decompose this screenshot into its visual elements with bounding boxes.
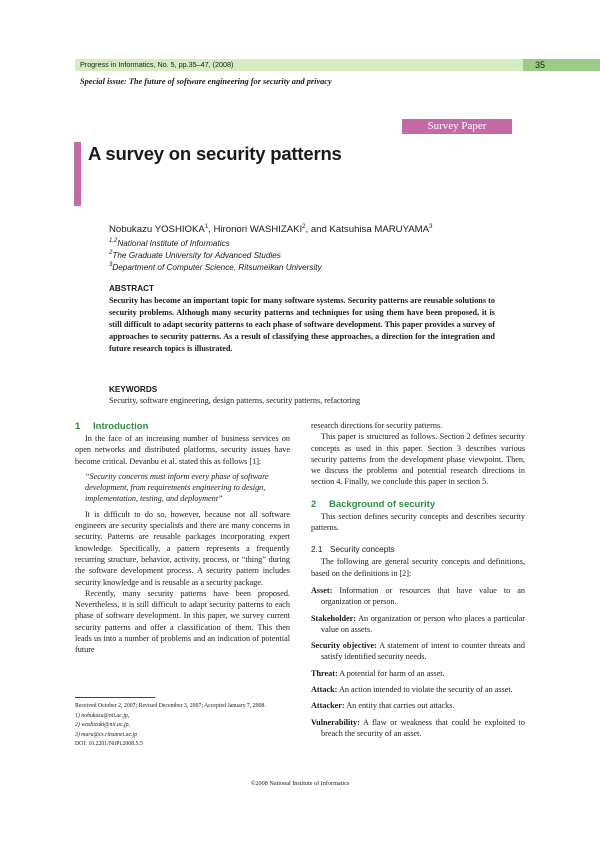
definition-term: Vulnerability: [311,717,360,727]
author-affil-mark: 3 [429,224,433,230]
keywords-heading: KEYWORDS [109,385,158,394]
affiliation-mark: 2 [109,250,113,256]
section-number: 1 [75,421,81,432]
doi: DOI: 10.2201/NiiPi.2008.5.5 [75,741,143,747]
definition-term: Attack: [311,685,338,695]
definition-item [311,613,525,636]
subsection-title: Security concepts [330,545,395,555]
abstract-body: Security has become an important topic for many software systems. Security patterns are reusable solutions to security problems. Although many security patterns and techniques for using them have been proposed, it is still difficult to adapt security patterns to each phase of software development. This paper provides a survey of approaches to security patterns. As a result of classifying these approaches, a direction for the integration and future research topics is illustrated. [109,296,495,353]
subsection-number: 2.1 [311,545,323,555]
keywords-body: Security, software engineering, design patterns, security patterns, refactoring [109,396,361,405]
paragraph: It is difficult to do so, however, because not all software engineers are security specialists and there are many concerns in security. Patterns are reusable packages incorporating expert knowledge. Specifically, a pattern represents a frequently recurring structure, behavior, activity, process, or “thing” during the software development process. A security pattern includes security knowledge and is reusable as a security package. [75,509,290,587]
definition-item [311,700,525,711]
definition-text: An organization or person who places a particular value on assets. [321,613,525,634]
definition-item [311,585,525,608]
affiliation-text: The Graduate University for Advanced Studies [112,251,281,260]
affiliation-text: National Institute of Informatics [117,239,230,248]
block-quote: “Security concerns must inform every phase of software development, from requirements engineering to design, implementation, testing, and deployment” [85,471,269,504]
definition-text: A flaw or weakness that could be exploited to breach the security of an asset. [321,717,525,738]
definition-term: Threat: [311,668,338,678]
affiliation-mark: 1,2 [109,238,118,244]
definition-text: An entity that carries out attacks. [346,701,455,711]
author-email: 2) washizaki@nii.ac.jp, [75,722,130,728]
author-list [109,224,432,235]
paragraph: Recently, many security patterns have been proposed. Nevertheless, it is still difficult to adapt security patterns to each phase of software development. In this paper, we survey current security patterns and offer a classification of them. This then leads us into a number of problems and an indication of potential future [75,588,290,655]
title-accent-bar [74,142,81,206]
author-separator: , and [305,224,330,235]
definition-term: Security objective: [311,641,377,651]
paragraph: research directions for security patterns. [311,421,443,430]
definition-text: Information or resources that have value to an organization or person. [321,585,525,607]
definition-text: An action intended to violate the security of an asset. [338,685,513,695]
right-column [311,420,525,739]
section-heading-background [311,498,525,511]
affiliation [109,262,322,272]
definition-item [311,640,525,663]
definition-term: Attacker: [311,701,345,711]
journal-citation: Progress in Informatics, No. 5, pp.35–47, (2008) [80,60,234,69]
left-column [75,420,290,656]
affiliation [109,238,230,248]
author-name: Katsuhisa MARUYAMA [329,224,430,235]
affiliation [109,250,281,260]
section-number: 2 [311,498,317,510]
footnotes [75,702,290,750]
author-affil-mark: 1 [204,224,209,230]
author-email: 1) nobukazu@nii.ac.jp, [75,712,130,719]
received-dates: Received October 2, 2007; Revised December 3, 2007; Accepted January 7, 2008. [75,703,266,709]
paper-title: A survey on security patterns [88,143,342,164]
paragraph: This section defines security concepts and describes security patterns. [311,511,525,533]
author-email: 3) maru@cs.ritsumei.ac.jp [75,731,138,738]
affiliation-mark: 3 [109,262,113,268]
article-type-badge: Survey Paper [402,119,512,134]
paragraph: In the face of an increasing number of business services on open networks and distributed platforms, security issues have become critical. Devanbu et al. stated this as follows [1]: [75,434,290,466]
footnote-rule [75,697,155,698]
page-number: 35 [523,59,600,71]
author-name: Hironori WASHIZAKI [213,224,303,235]
copyright-notice: ©2008 National Institute of Informatics [250,780,350,787]
paragraph: The following are general security concepts and definitions, based on the definitions in [2]: [311,557,525,578]
definition-term: Stakeholder: [311,613,357,623]
definition-term: Asset: [311,585,333,595]
definition-text: A potential for harm of an asset. [339,668,445,678]
author-name: Nobukazu YOSHIOKA [109,224,205,235]
definition-item [311,684,525,695]
abstract-heading: ABSTRACT [109,284,155,293]
affiliation-text: Department of Computer Science, Ritsumeikan University [112,263,322,272]
definition-text: A statement of intent to counter threats and satisfy identified security needs. [321,641,525,662]
section-title: Introduction [93,421,149,432]
section-heading-introduction [75,420,290,433]
subsection-heading [311,543,525,556]
definition-list [311,585,525,739]
special-issue-line: Special issue: The future of software engineering for security and privacy [80,77,332,86]
paragraph: This paper is structured as follows. Section 2 defines security concepts as used in this paper. Section 3 describes various security patterns from the development phase viewpoint. Then, we discuss the problems and potential research directions in section 4. Finally, we conclude this paper in section 5. [311,432,525,487]
definition-item [311,717,525,740]
section-title: Background of security [329,498,436,510]
author-affil-mark: 2 [302,224,306,230]
definition-item [311,668,525,679]
author-separator: , [208,224,214,235]
